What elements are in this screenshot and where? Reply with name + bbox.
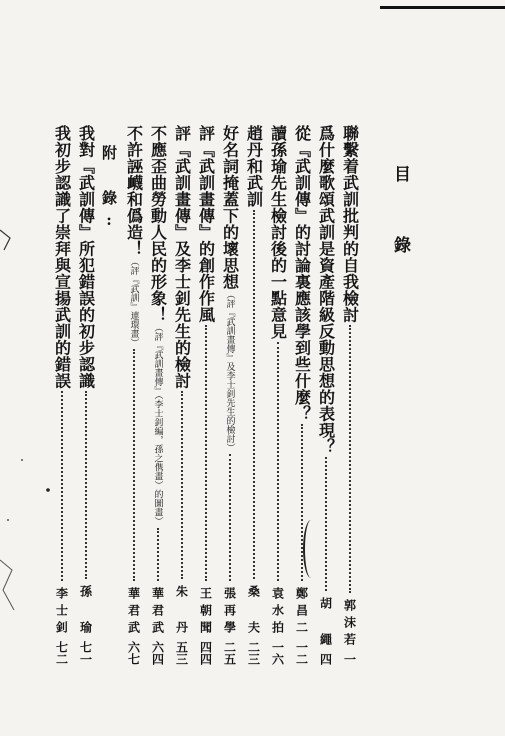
leader-dots [133,349,135,581]
leader-dots [61,391,63,581]
entry-page: 一二 [294,641,309,665]
entry-page: 六四 [150,641,165,665]
entry-page: 二三 [246,641,261,665]
toc-entry[interactable] [76,125,96,665]
entry-title: 從『武訓傳』的討論裏應該學到些什麼？ [292,125,312,422]
toc-entry[interactable] [244,125,264,665]
entry-page: 六七 [126,641,141,665]
toc-entry[interactable] [196,125,216,665]
leader-dots [181,391,183,579]
leader-dots [85,391,87,579]
toc-title: 目 錄 [390,165,410,277]
top-rule [380,6,505,9]
entry-author: 郭沫若 [342,599,357,650]
entry-author: 胡 繩 [318,597,333,650]
toc-entry[interactable] [124,125,144,665]
leader-dots [325,457,327,591]
entry-title: 聯繫着武訓批判的自我檢討 [340,125,360,323]
toc-entry[interactable] [292,125,312,665]
toc-entry[interactable] [268,125,288,665]
handwritten-bracket-mark [303,520,319,578]
entry-title: 不應歪曲勞動人民的形象！ [148,125,168,323]
toc-entry[interactable] [340,125,360,665]
entry-title: 我初步認識了崇拜與宣揚武訓的錯誤 [52,125,72,389]
entry-title: 評『武訓畫傳』及李士釗先生的檢討 [172,125,192,389]
toc-entry[interactable] [220,125,240,665]
entry-title: 趙丹和武訓 [244,125,264,208]
entry-page: 二五 [222,641,237,665]
entry-note: （評『武訓畫傳』（李士釗編，孫之㑺畫）的圖畫） [152,323,163,526]
entry-author: 李士釗 [54,587,69,638]
leader-dots [349,325,351,593]
entry-page: 一六 [270,641,285,665]
toc-entry[interactable] [316,125,336,665]
entry-author: 朱 丹 [174,585,189,638]
appendix-label: 附 錄: [100,145,118,235]
entry-author: 桑 夫 [246,585,261,638]
leader-dots [205,325,207,581]
leader-dots [253,210,255,580]
entry-title: 評『武訓畫傳』的創作作風 [196,125,216,323]
entry-title: 讀孫瑜先生檢討後的一點意見 [268,125,288,340]
entry-author: 鄭昌二 [294,587,309,638]
entry-page: 一 [342,653,357,665]
entry-note: （評『武訓畫傳』及李士釗先生的檢討） [224,290,235,452]
entry-page: 七二 [54,641,69,665]
entry-title: 好名詞掩蓋下的壞思想 [220,125,240,290]
toc-entry[interactable] [172,125,192,665]
entry-author: 王朝聞 [198,587,213,638]
entry-author: 袁水拍 [270,587,285,638]
entry-page: 四四 [198,641,213,665]
entry-title: 爲什麼歌頌武訓是資產階級反動思想的表現？ [316,125,336,455]
entry-author: 張再學 [222,587,237,638]
entry-title: 不許誣衊和僞造！ [124,125,144,257]
entry-page: 四 [318,653,333,665]
toc-entry[interactable] [148,125,168,665]
leader-dots [157,528,159,582]
entry-author: 孫 瑜 [78,585,93,638]
toc-entry[interactable] [52,125,72,665]
leader-dots [277,342,279,582]
entry-page: 五三 [174,641,189,665]
entry-author: 華君武 [150,587,165,638]
entry-author: 華君武 [126,587,141,638]
leader-dots [229,454,231,581]
entry-page: 七一 [78,641,93,665]
entry-note: （評『武訓』連環畫） [128,257,139,347]
entry-title: 我對『武訓傳』所犯錯誤的初步認識 [76,125,96,389]
